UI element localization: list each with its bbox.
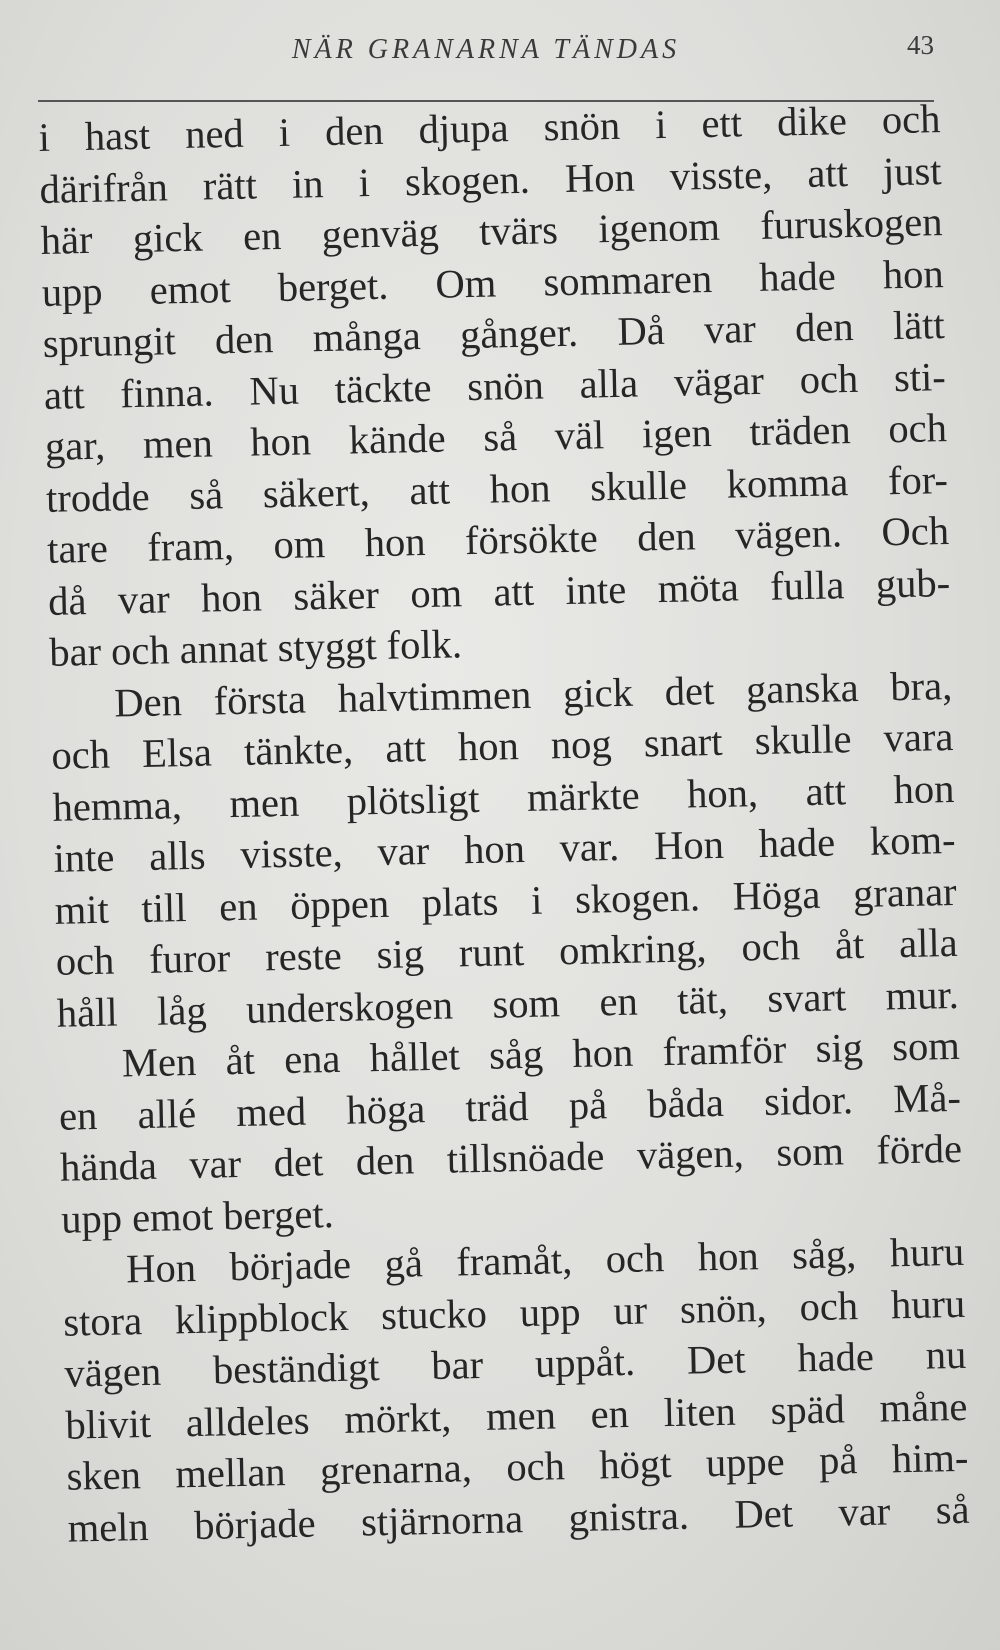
text-line: hända var det den tillsnöade vägen, som förde [59, 1125, 963, 1190]
text-line: blivit alldeles mörkt, men en liten späd måne [65, 1383, 968, 1448]
text-line: att finna. Nu täckte snön alla vägar och sti- [43, 353, 947, 418]
text-line: upp emot berget. Om sommaren hade hon [41, 250, 945, 315]
text-line: då var hon säker om att inte möta fulla gub- [47, 559, 951, 624]
paragraph-start-line: Den första halvtimmen gick det ganska bra, [113, 662, 953, 726]
paragraph-start-line: Men åt ena hållet såg hon framför sig som [121, 1022, 961, 1086]
text-line: och Elsa tänkte, att hon nog snart skulle vara [51, 713, 954, 778]
text-line: i hast ned i den djupa snön i ett dike och [38, 96, 941, 160]
text-line: trodde så säkert, att hon skulle komma for- [45, 456, 949, 521]
text-line: meln började stjärnorna gnistra. Det var så [67, 1486, 970, 1551]
text-line: tare fram, om hon försökte den vägen. Och [46, 508, 950, 572]
text-line: och furor reste sig runt omkring, och åt alla [55, 919, 959, 984]
text-line: sprungit den många gånger. Då var den lätt [42, 302, 946, 366]
text-line: en allé med höga träd på båda sidor. Må- [58, 1074, 962, 1139]
running-head: NÄR GRANARNA TÄNDAS [291, 34, 681, 65]
text-line: mit till en öppen plats i skogen. Höga granar [54, 868, 957, 933]
page-number: 43 [907, 30, 934, 60]
paragraph-end-line: upp emot berget. [60, 1190, 335, 1242]
text-line: stora klippblock stucko upp ur snön, och huru [62, 1280, 966, 1345]
body-text [38, 93, 970, 1554]
text-line: vägen beständigt bar uppåt. Det hade nu [63, 1331, 967, 1396]
text-line: därifrån rätt in i skogen. Hon visste, att just [39, 147, 942, 212]
paragraph-end-line: bar och annat styggt folk. [48, 621, 463, 675]
text-line: håll låg underskogen som en tät, svart mur. [56, 971, 960, 1036]
text-line: här gick en genväg tvärs igenom furuskogen [40, 199, 943, 263]
paragraph-start-line: Hon började gå framåt, och hon såg, huru [125, 1228, 965, 1292]
text-line: hemma, men plötsligt märkte hon, att hon [52, 765, 955, 830]
text-line: gar, men hon kände så väl igen träden och [44, 405, 948, 469]
text-line: sken mellan grenarna, och högt uppe på him- [66, 1434, 969, 1499]
text-line: inte alls visste, var hon var. Hon hade kom- [53, 816, 956, 881]
